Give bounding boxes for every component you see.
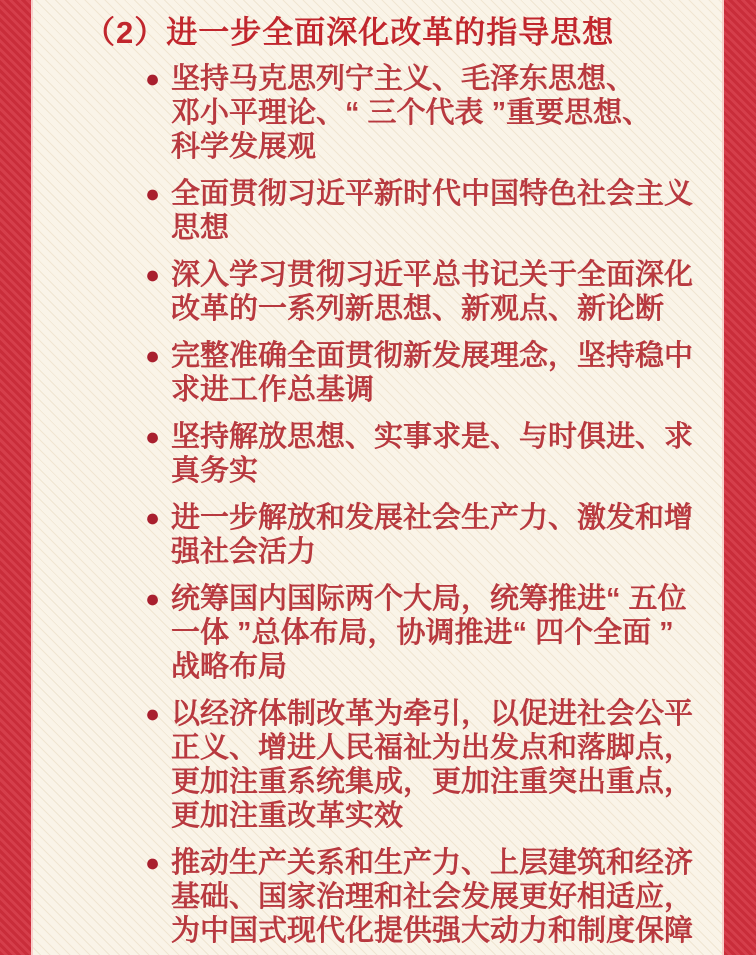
list-item-line: 坚持解放思想、实事求是、与时俱进、求 xyxy=(171,421,694,453)
list-item xyxy=(145,846,720,948)
list-item xyxy=(145,501,720,569)
list-item-line: 科学发展观 xyxy=(171,131,317,163)
list-item-line: 战略布局 xyxy=(171,651,288,683)
bullet-icon: ● xyxy=(145,423,161,451)
list-item xyxy=(145,339,720,407)
list-item-line: 一体 ”总体布局，协调推进“ 四个全面 ” xyxy=(171,617,674,649)
bullet-icon: ● xyxy=(145,585,161,613)
list-item-line: 全面贯彻习近平新时代中国特色社会主义 xyxy=(171,178,694,210)
list-item-line: 深入学习贯彻习近平总书记关于全面深化 xyxy=(171,259,694,291)
list-item-text xyxy=(171,258,719,326)
list-item-line: 邓小平理论、“ 三个代表 ”重要思想、 xyxy=(171,97,652,129)
list-item-text xyxy=(171,339,719,407)
list-item-text xyxy=(171,697,719,833)
list-item-line: 真务实 xyxy=(171,455,259,487)
list-item-line: 更加注重改革实效 xyxy=(171,800,404,832)
list-item-line: 完整准确全面贯彻新发展理念，坚持稳中 xyxy=(171,340,694,372)
bullet-icon: ● xyxy=(145,849,161,877)
bullet-list xyxy=(145,62,720,948)
list-item-text xyxy=(171,846,719,948)
list-item-line: 坚持马克思列宁主义、毛泽东思想、 xyxy=(171,63,636,95)
list-item xyxy=(145,697,720,833)
list-item-line: 以经济体制改革为牵引，以促进社会公平 xyxy=(171,698,694,730)
list-item xyxy=(145,582,720,684)
list-item-text xyxy=(171,582,719,684)
bullet-icon: ● xyxy=(145,261,161,289)
bullet-icon: ● xyxy=(145,342,161,370)
list-item xyxy=(145,177,720,245)
list-item-line: 基础、国家治理和社会发展更好相适应， xyxy=(171,881,694,913)
list-item-line: 改革的一系列新思想、新观点、新论断 xyxy=(171,293,665,325)
list-item-line: 为中国式现代化提供强大动力和制度保障 xyxy=(171,915,694,947)
list-item-text xyxy=(171,62,719,164)
list-item-text xyxy=(171,501,719,569)
list-item-line: 求进工作总基调 xyxy=(171,374,375,406)
list-item-line: 进一步解放和发展社会生产力、激发和增 xyxy=(171,502,694,534)
list-item-line: 推动生产关系和生产力、上层建筑和经济 xyxy=(171,847,694,879)
bullet-icon: ● xyxy=(145,700,161,728)
list-item xyxy=(145,420,720,488)
list-item-text xyxy=(171,420,719,488)
list-item xyxy=(145,258,720,326)
page-title: （2）进一步全面深化改革的指导思想 xyxy=(84,15,615,50)
list-item-line: 统筹国内国际两个大局，统筹推进“ 五位 xyxy=(171,583,687,615)
list-item xyxy=(145,62,720,164)
bullet-icon: ● xyxy=(145,504,161,532)
list-item-line: 更加注重系统集成，更加注重突出重点， xyxy=(171,766,694,798)
list-item-line: 思想 xyxy=(171,212,230,244)
list-item-text xyxy=(171,177,719,245)
bullet-icon: ● xyxy=(145,180,161,208)
bullet-icon: ● xyxy=(145,65,161,93)
list-item-line: 强社会活力 xyxy=(171,536,317,568)
list-item-line: 正义、增进人民福祉为出发点和落脚点， xyxy=(171,732,694,764)
